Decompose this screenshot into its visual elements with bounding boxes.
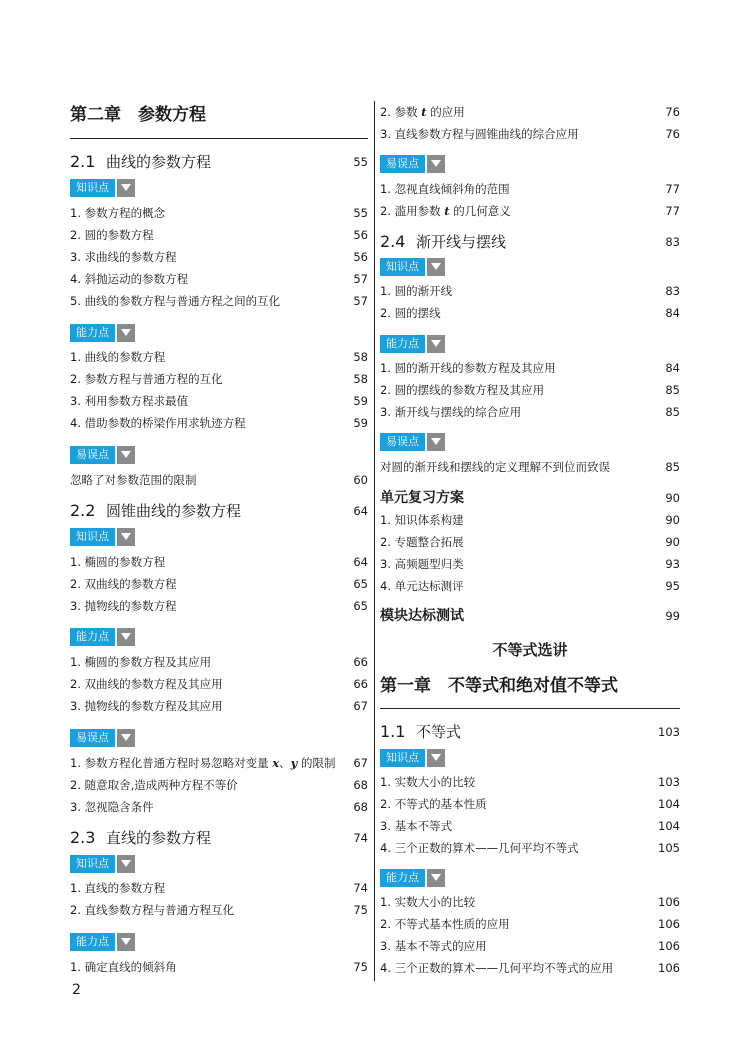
module-test[interactable]: 模块达标测试 99 [380,608,680,624]
toc-entry-title: 4. 斜抛运动的参数方程 [70,272,189,286]
toc-entry-title: 3. 渐开线与摆线的综合应用 [380,405,522,419]
toc-entry-page: 65 [353,577,368,591]
toc-entry-title: 1. 确定直线的倾斜角 [70,960,177,974]
toc-entry-page: 75 [353,903,368,917]
toc-entry-title: 1. 参数方程的概念 [70,206,166,220]
toc-entry-title: 3. 抛物线的参数方程及其应用 [70,699,223,713]
toc-entry-title: 2. 圆的摆线的参数方程及其应用 [380,383,545,397]
toc-entry-page: 57 [353,294,368,308]
toc-entry[interactable] [380,839,680,857]
toc-entry[interactable] [70,370,368,388]
toc-entry-page: 84 [665,361,680,375]
toc-entry-title: 1. 知识体系构建 [380,513,464,527]
toc-entry[interactable] [380,458,680,476]
toc-entry[interactable] [380,533,680,551]
chevron-down-icon [117,729,135,747]
toc-entry-title: 1. 圆的渐开线 [380,284,453,298]
toc-entry-title: 2. 双曲线的参数方程 [70,577,177,591]
toc-entry-page: 84 [665,306,680,320]
part-title: 不等式选讲 [492,641,568,659]
knowledge-tag: 知识点 [70,179,135,197]
toc-entry[interactable] [380,893,680,911]
toc-entry-title: 2. 直线参数方程与普通方程互化 [70,903,235,917]
section-1-1[interactable]: 1.1 不等式 103 [380,722,680,741]
toc-entry-title: 5. 曲线的参数方程与普通方程之间的互化 [70,294,281,308]
toc-entry-page: 65 [353,599,368,613]
toc-entry[interactable] [70,901,368,919]
toc-entry-page: 85 [665,405,680,419]
ability-tag: 能力点 [70,628,135,646]
toc-entry[interactable]: 2. 滥用参数 t 的几何意义 77 [380,204,680,218]
toc-entry-title: 2. 圆的参数方程 [70,228,154,242]
toc-entry[interactable] [380,773,680,791]
toc-entry[interactable] [70,958,368,976]
toc-entry[interactable] [380,403,680,421]
toc-entry[interactable] [380,915,680,933]
toc-entry-page: 95 [665,579,680,593]
toc-entry-page: 59 [353,416,368,430]
toc-entry[interactable] [380,577,680,595]
knowledge-tag: 知识点 [380,258,445,276]
toc-entry-page: 93 [665,557,680,571]
chevron-down-icon [117,324,135,342]
toc-entry-title: 1. 实数大小的比较 [380,775,476,789]
toc-entry[interactable] [380,511,680,529]
toc-entry[interactable] [70,248,368,266]
toc-entry-page: 106 [658,917,680,931]
toc-entry[interactable]: 3. 忽视隐含条件 68 [70,800,368,814]
toc-entry[interactable]: 1. 忽视直线倾斜角的范围 77 [380,182,680,196]
toc-entry-title: 4. 三个正数的算术——几何平均不等式 [380,841,579,855]
toc-entry-page: 105 [658,841,680,855]
toc-entry-page: 90 [665,513,680,527]
chapter-title: 第一章 不等式和绝对值不等式 [380,676,618,696]
toc-entry-title: 对圆的渐开线和摆线的定义理解不到位而致误 [380,460,610,474]
toc-entry-title: 3. 基本不等式的应用 [380,939,487,953]
error-tag: 易误点 [380,433,445,451]
chevron-down-icon [117,446,135,464]
toc-entry-title: 2. 专题整合拓展 [380,535,464,549]
chevron-down-icon [117,855,135,873]
section-2-3[interactable]: 2.3 直线的参数方程 74 [70,828,368,847]
toc-entry-page: 106 [658,895,680,909]
toc-entry-page: 74 [353,881,368,895]
toc-entry[interactable] [70,675,368,693]
toc-entry-page: 67 [353,699,368,713]
toc-entry[interactable] [70,348,368,366]
knowledge-tag: 知识点 [380,749,445,767]
toc-entry-page: 104 [658,819,680,833]
toc-entry-page: 59 [353,394,368,408]
toc-entry[interactable] [70,392,368,410]
toc-entry-title: 1. 椭圆的参数方程 [70,555,166,569]
error-tag: 易误点 [70,729,135,747]
toc-entry[interactable] [380,381,680,399]
toc-entry[interactable] [70,292,368,310]
section-2-4[interactable]: 2.4 渐开线与摆线 83 [380,232,680,251]
toc-entry-title: 4. 三个正数的算术——几何平均不等式的应用 [380,961,614,975]
toc-entry[interactable] [70,270,368,288]
toc-entry-title: 1. 直线的参数方程 [70,881,166,895]
toc-entry[interactable] [70,597,368,615]
chapter-rule [380,708,680,709]
ability-tag: 能力点 [70,933,135,951]
toc-entry-page: 85 [665,460,680,474]
toc-entry[interactable] [70,879,368,897]
chapter-rule [70,138,368,139]
toc-entry-page: 58 [353,372,368,386]
chevron-down-icon [117,179,135,197]
unit-review[interactable]: 单元复习方案 90 [380,490,680,506]
chevron-down-icon [427,335,445,353]
error-tag: 易误点 [70,446,135,464]
toc-entry[interactable] [380,282,680,300]
toc-entry[interactable] [380,817,680,835]
toc-entry[interactable] [380,937,680,955]
toc-entry-title: 1. 圆的渐开线的参数方程及其应用 [380,361,556,375]
toc-entry[interactable] [380,555,680,573]
chevron-down-icon [427,749,445,767]
toc-entry[interactable] [380,959,680,977]
toc-entry-page: 83 [665,284,680,298]
toc-entry-title: 1. 实数大小的比较 [380,895,476,909]
toc-entry-page: 104 [658,797,680,811]
toc-entry-page: 56 [353,250,368,264]
knowledge-tag: 知识点 [70,528,135,546]
ability-tag: 能力点 [70,324,135,342]
chevron-down-icon [117,528,135,546]
toc-entry-page: 66 [353,655,368,669]
toc-entry[interactable] [70,553,368,571]
toc-entry-page: 64 [353,555,368,569]
toc-entry-title: 1. 椭圆的参数方程及其应用 [70,655,212,669]
page-number: 2 [72,982,81,998]
toc-entry-page: 57 [353,272,368,286]
toc-entry-title: 2. 圆的摆线 [380,306,441,320]
section-2-2[interactable]: 2.2 圆锥曲线的参数方程 64 [70,501,368,520]
toc-entry[interactable] [70,414,368,432]
toc-entry-page: 55 [353,206,368,220]
toc-entry-title: 3. 求曲线的参数方程 [70,250,177,264]
chevron-down-icon [427,433,445,451]
toc-entry[interactable]: 2. 随意取舍,造成两种方程不等价 68 [70,778,368,792]
chapter-title: 第二章 参数方程 [70,105,206,125]
toc-entry[interactable]: 1. 参数方程化普通方程时易忽略对变量 x、y 的限制 67 [70,756,368,770]
toc-entry-title: 4. 单元达标测评 [380,579,464,593]
chevron-down-icon [427,258,445,276]
toc-entry-page: 106 [658,939,680,953]
error-tag: 易误点 [380,155,445,173]
toc-entry[interactable] [380,795,680,813]
toc-entry[interactable] [70,204,368,222]
column-divider [374,101,375,981]
toc-entry-title: 3. 高频题型归类 [380,557,464,571]
toc-entry-title: 4. 借助参数的桥梁作用求轨迹方程 [70,416,246,430]
chevron-down-icon [427,155,445,173]
toc-entry-title: 3. 基本不等式 [380,819,453,833]
toc-entry[interactable] [70,226,368,244]
toc-entry-title: 1. 曲线的参数方程 [70,350,166,364]
toc-entry[interactable] [70,697,368,715]
toc-entry[interactable] [380,304,680,322]
toc-entry-page: 58 [353,350,368,364]
toc-entry-page: 60 [353,473,368,487]
toc-entry[interactable] [70,653,368,671]
toc-entry-page: 90 [665,535,680,549]
toc-entry-title: 2. 不等式基本性质的应用 [380,917,510,931]
toc-entry-page: 66 [353,677,368,691]
ability-tag: 能力点 [380,869,445,887]
toc-entry-title: 3. 利用参数方程求最值 [70,394,189,408]
toc-entry-title: 忽略了对参数范围的限制 [70,473,197,487]
section-2-1[interactable]: 2.1 曲线的参数方程 55 [70,152,368,171]
toc-entry[interactable]: 2. 参数 t 的应用 76 [380,105,680,119]
toc-entry[interactable] [380,359,680,377]
toc-entry-page: 106 [658,961,680,975]
chevron-down-icon [117,628,135,646]
ability-tag: 能力点 [380,335,445,353]
toc-entry[interactable]: 3. 直线参数方程与圆锥曲线的综合应用 76 [380,127,680,141]
toc-entry-page: 103 [658,775,680,789]
knowledge-tag: 知识点 [70,855,135,873]
toc-entry-page: 75 [353,960,368,974]
toc-entry-title: 3. 抛物线的参数方程 [70,599,177,613]
chevron-down-icon [117,933,135,951]
toc-entry[interactable] [70,471,368,489]
toc-entry-page: 56 [353,228,368,242]
toc-entry[interactable] [70,575,368,593]
toc-entry-page: 85 [665,383,680,397]
chevron-down-icon [427,869,445,887]
toc-entry-title: 2. 双曲线的参数方程及其应用 [70,677,223,691]
toc-entry-title: 2. 不等式的基本性质 [380,797,487,811]
toc-entry-title: 2. 参数方程与普通方程的互化 [70,372,223,386]
